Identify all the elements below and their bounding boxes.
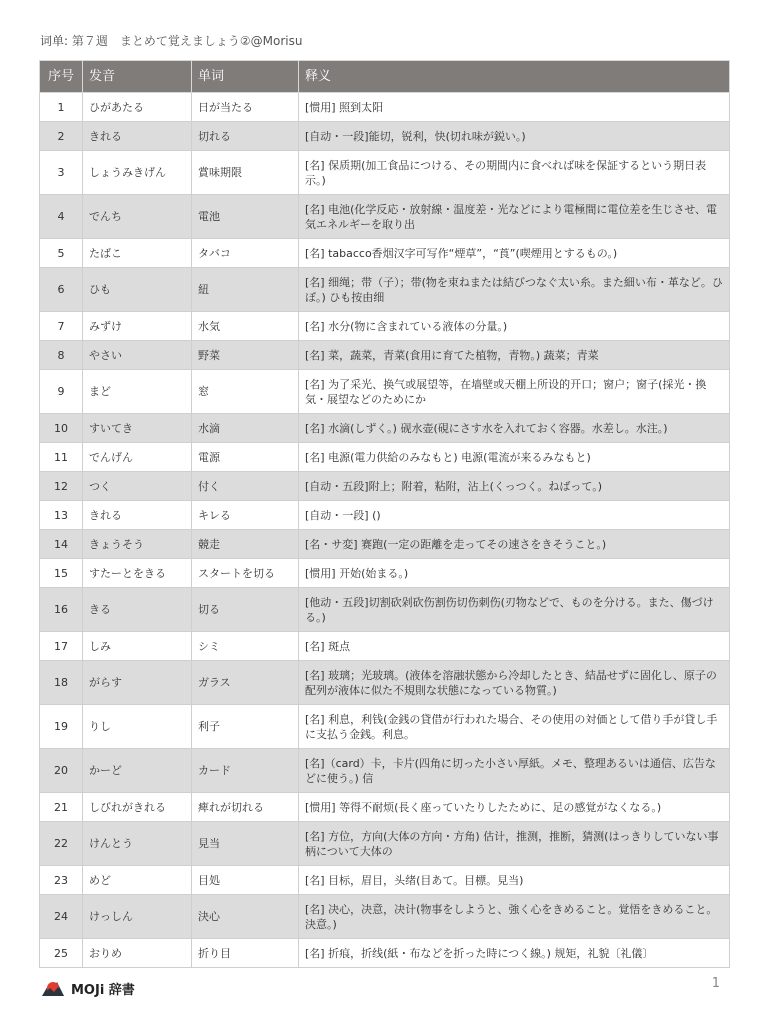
- table-row: [40, 370, 730, 414]
- row-meaning: [名] 水滴(しずく。) 砚水壶(硯にさす水を入れておく容器。水差し。水注。): [299, 414, 730, 443]
- header-label: 词单:: [40, 34, 69, 48]
- row-meaning: [名] 保质期(加工食品につける、その期間内に食べれば味を保証するという期日表示。): [299, 151, 730, 195]
- row-word: 水滴: [192, 414, 299, 443]
- table-row: [40, 588, 730, 632]
- row-reading: がらす: [83, 661, 192, 705]
- row-word: カード: [192, 749, 299, 793]
- row-meaning: [名] 目标，眉目，头绪(目あて。目標。見当): [299, 866, 730, 895]
- page-number: 1: [711, 976, 720, 991]
- table-row: [40, 793, 730, 822]
- row-reading: すいてき: [83, 414, 192, 443]
- table-row: [40, 93, 730, 122]
- row-word: ガラス: [192, 661, 299, 705]
- row-reading: しみ: [83, 632, 192, 661]
- table-row: [40, 239, 730, 268]
- row-number: 20: [40, 749, 83, 793]
- row-word: タバコ: [192, 239, 299, 268]
- row-word: キレる: [192, 501, 299, 530]
- page-header: [40, 32, 302, 49]
- row-number: 9: [40, 370, 83, 414]
- row-word: 電源: [192, 443, 299, 472]
- row-word: 見当: [192, 822, 299, 866]
- table-row: [40, 341, 730, 370]
- row-reading: りし: [83, 705, 192, 749]
- row-meaning: [惯用] 等得不耐烦(長く座っていたりしたために、足の感覚がなくなる。): [299, 793, 730, 822]
- table-header-row: [40, 61, 730, 93]
- row-number: 6: [40, 268, 83, 312]
- row-word: 決心: [192, 895, 299, 939]
- row-number: 3: [40, 151, 83, 195]
- row-number: 8: [40, 341, 83, 370]
- table-row: [40, 443, 730, 472]
- row-meaning: [自动・五段]附上；附着，粘附，沾上(くっつく。ねばって。): [299, 472, 730, 501]
- row-word: 切る: [192, 588, 299, 632]
- row-reading: みずけ: [83, 312, 192, 341]
- row-reading: でんげん: [83, 443, 192, 472]
- row-meaning: [名・サ変] 赛跑(一定の距離を走ってその速さをきそうこと。): [299, 530, 730, 559]
- column-header-meaning: 释义: [299, 61, 730, 93]
- row-meaning: [名] 决心，决意，决计(物事をしようと、強く心をきめること。覚悟をきめること。決意。): [299, 895, 730, 939]
- table-row: [40, 151, 730, 195]
- row-number: 4: [40, 195, 83, 239]
- row-meaning: [名] 为了采光、换气或展望等，在墙壁或天棚上所设的开口；窗户；窗子(採光・換気・展望などのためにか: [299, 370, 730, 414]
- row-meaning: [名] 玻璃；光玻璃。(液体を溶融状態から冷却したとき、結晶せずに固化し、原子の配列が液体に似た不規則な状態になっている物質。): [299, 661, 730, 705]
- row-meaning: [惯用] 开始(始まる。): [299, 559, 730, 588]
- row-meaning: [名] 电池(化学反応・放射線・温度差・光などにより電極間に電位差を生じさせ、電気エネルギーを取り出: [299, 195, 730, 239]
- row-reading: けっしん: [83, 895, 192, 939]
- row-number: 19: [40, 705, 83, 749]
- row-meaning: [名] tabacco香烟汉字可写作“煙草”，“莨”(喫煙用とするもの。): [299, 239, 730, 268]
- table-body: [40, 93, 730, 968]
- row-reading: すたーとをきる: [83, 559, 192, 588]
- row-word: 折り目: [192, 939, 299, 968]
- row-meaning: [名] 斑点: [299, 632, 730, 661]
- row-number: 7: [40, 312, 83, 341]
- row-reading: ひがあたる: [83, 93, 192, 122]
- row-number: 2: [40, 122, 83, 151]
- row-meaning: [自动・一段]能切，锐利，快(切れ味が鋭い。): [299, 122, 730, 151]
- row-number: 18: [40, 661, 83, 705]
- row-number: 1: [40, 93, 83, 122]
- row-reading: やさい: [83, 341, 192, 370]
- row-reading: まど: [83, 370, 192, 414]
- row-number: 24: [40, 895, 83, 939]
- row-word: 野菜: [192, 341, 299, 370]
- row-meaning: [名]（card）卡，卡片(四角に切った小さい厚紙。メモ、整理あるいは通信、広告などに使う。) 信: [299, 749, 730, 793]
- row-reading: つく: [83, 472, 192, 501]
- vocab-table: [39, 60, 730, 968]
- table-row: [40, 268, 730, 312]
- row-word: 切れる: [192, 122, 299, 151]
- table-row: [40, 939, 730, 968]
- table-row: [40, 866, 730, 895]
- row-reading: きれる: [83, 122, 192, 151]
- row-meaning: [他动・五段]切割砍剁砍伤割伤切伤刺伤(刃物などで、ものを分ける。また、傷づける。): [299, 588, 730, 632]
- row-word: 痺れが切れる: [192, 793, 299, 822]
- row-word: 電池: [192, 195, 299, 239]
- row-number: 25: [40, 939, 83, 968]
- row-reading: しびれがきれる: [83, 793, 192, 822]
- footer-logo: [41, 978, 135, 998]
- page-title: 第７週 まとめて覚えましょう②@Morisu: [71, 34, 303, 48]
- row-word: 付く: [192, 472, 299, 501]
- row-word: 日が当たる: [192, 93, 299, 122]
- moji-logo-icon: [41, 978, 65, 998]
- row-word: 窓: [192, 370, 299, 414]
- row-reading: ひも: [83, 268, 192, 312]
- row-meaning: [惯用] 照到太阳: [299, 93, 730, 122]
- row-reading: きれる: [83, 501, 192, 530]
- row-meaning: [名] 利息，利钱(金銭の貸借が行われた場合、その使用の対価として借り手が貸し手に支払う金銭。利息。: [299, 705, 730, 749]
- row-meaning: [名] 水分(物に含まれている液体の分量。): [299, 312, 730, 341]
- table-row: [40, 822, 730, 866]
- row-number: 16: [40, 588, 83, 632]
- row-number: 13: [40, 501, 83, 530]
- row-meaning: [名] 菜，蔬菜，青菜(食用に育てた植物，青物。) 蔬菜；青菜: [299, 341, 730, 370]
- row-reading: かーど: [83, 749, 192, 793]
- column-header-reading: 发音: [83, 61, 192, 93]
- row-word: 紐: [192, 268, 299, 312]
- row-number: 15: [40, 559, 83, 588]
- row-word: 競走: [192, 530, 299, 559]
- row-number: 22: [40, 822, 83, 866]
- row-number: 10: [40, 414, 83, 443]
- footer-brand: MOJi 辞書: [71, 982, 135, 998]
- table-row: [40, 414, 730, 443]
- row-meaning: [名] 电源(電力供給のみなもと) 电源(電流が来るみなもと): [299, 443, 730, 472]
- row-reading: めど: [83, 866, 192, 895]
- row-reading: きる: [83, 588, 192, 632]
- row-reading: でんち: [83, 195, 192, 239]
- table-row: [40, 530, 730, 559]
- row-word: 賞味期限: [192, 151, 299, 195]
- row-reading: けんとう: [83, 822, 192, 866]
- row-reading: しょうみきげん: [83, 151, 192, 195]
- table-row: [40, 749, 730, 793]
- row-reading: おりめ: [83, 939, 192, 968]
- row-number: 17: [40, 632, 83, 661]
- table-row: [40, 472, 730, 501]
- row-word: 水気: [192, 312, 299, 341]
- table-row: [40, 122, 730, 151]
- row-number: 12: [40, 472, 83, 501]
- row-number: 23: [40, 866, 83, 895]
- table-row: [40, 705, 730, 749]
- row-word: 利子: [192, 705, 299, 749]
- table-row: [40, 559, 730, 588]
- row-reading: きょうそう: [83, 530, 192, 559]
- table-row: [40, 312, 730, 341]
- row-number: 14: [40, 530, 83, 559]
- row-word: スタートを切る: [192, 559, 299, 588]
- row-meaning: [名] 细绳；带（子）；带(物を束ねまたは結びつなぐ太い糸。また細い布・革など。ひぼ。) ひも按由细: [299, 268, 730, 312]
- row-meaning: [名] 折痕，折线(紙・布などを折った時につく線。) 规矩，礼貌〔礼儀〕: [299, 939, 730, 968]
- table-row: [40, 632, 730, 661]
- row-number: 11: [40, 443, 83, 472]
- row-meaning: [自动・一段] (): [299, 501, 730, 530]
- table-row: [40, 895, 730, 939]
- row-meaning: [名] 方位，方向(大体の方向・方角) 估计，推测，推断，猜测(はっきりしていない事柄について大体の: [299, 822, 730, 866]
- table-row: [40, 501, 730, 530]
- row-reading: たばこ: [83, 239, 192, 268]
- row-number: 21: [40, 793, 83, 822]
- row-word: 目処: [192, 866, 299, 895]
- column-header-word: 单词: [192, 61, 299, 93]
- row-number: 5: [40, 239, 83, 268]
- column-header-number: 序号: [40, 61, 83, 93]
- table-row: [40, 661, 730, 705]
- table-row: [40, 195, 730, 239]
- row-word: シミ: [192, 632, 299, 661]
